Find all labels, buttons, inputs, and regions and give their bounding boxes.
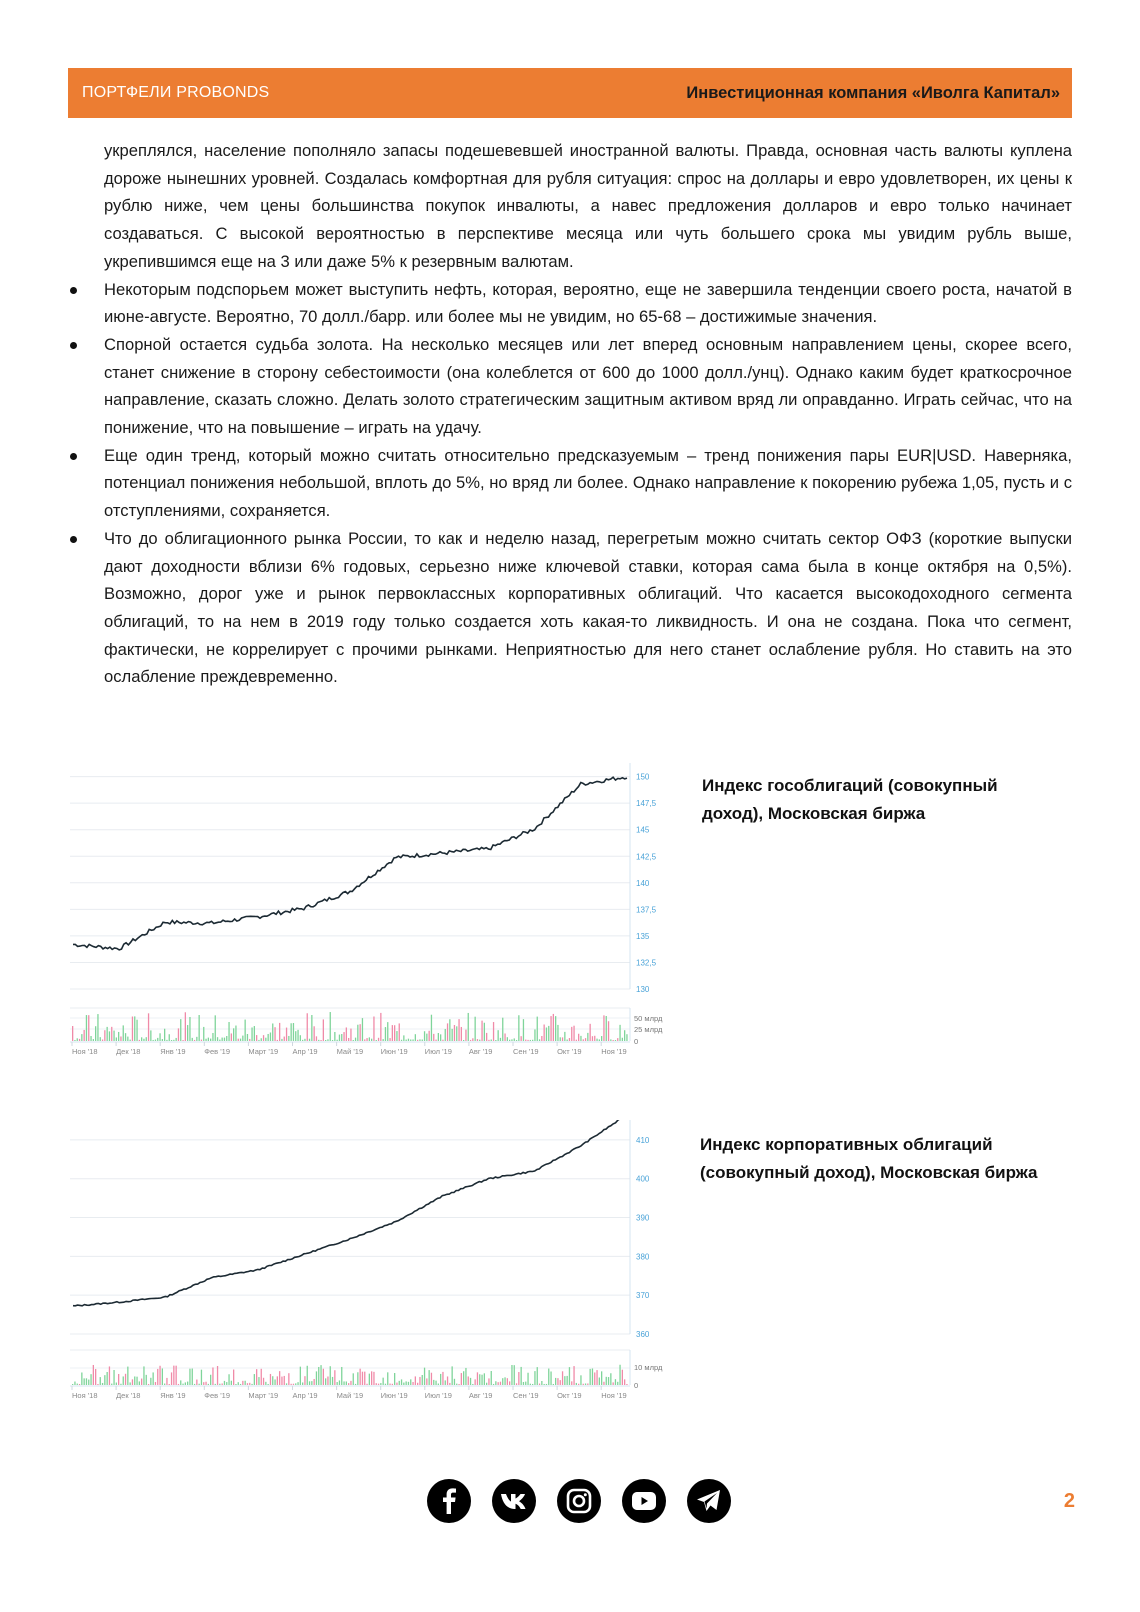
svg-text:Янв '19: Янв '19	[160, 1391, 186, 1400]
svg-text:Июн '19: Июн '19	[380, 1391, 408, 1400]
bullet-dot-icon	[70, 536, 77, 543]
facebook-icon[interactable]	[427, 1479, 471, 1523]
svg-text:Авг '19: Авг '19	[468, 1047, 493, 1056]
svg-text:130: 130	[636, 985, 650, 994]
bullet-item: Некоторым подспорьем может выступить нефть, которая, вероятно, еще не завершила тенденции своего роста, начатой в июне-августе. Вероятно, 70 долл./барр. или более мы не увидим, но 65-68 – достижимые значения.	[68, 276, 1072, 331]
svg-text:Май '19: Май '19	[336, 1047, 364, 1056]
telegram-icon[interactable]	[687, 1479, 731, 1523]
bullet-item: Еще один тренд, который можно считать относительно предсказуемым – тренд понижения пары EUR|USD. Наверняка, потенциал понижения небольшой, вплоть до 5%, но вряд ли более. Однако направление к покорению рубежа 1,05, пусть и с отступлениями, сохраняется.	[68, 442, 1072, 525]
svg-text:135: 135	[636, 931, 650, 941]
svg-text:Авг '19: Авг '19	[468, 1391, 493, 1400]
bullet-dot-icon	[70, 287, 77, 294]
svg-text:410: 410	[636, 1135, 650, 1145]
svg-text:Янв '19: Янв '19	[160, 1047, 186, 1056]
svg-text:Июл '19: Июл '19	[424, 1047, 452, 1056]
svg-text:0: 0	[634, 1381, 639, 1390]
svg-text:140: 140	[636, 878, 650, 888]
bullet-dot-icon	[70, 453, 77, 460]
svg-text:Март '19: Март '19	[248, 1391, 279, 1400]
social-links	[427, 1479, 731, 1523]
header-company-name: Инвестиционная компания «Иволга Капитал»	[686, 83, 1060, 102]
svg-text:Март '19: Март '19	[248, 1047, 279, 1056]
svg-text:132,5: 132,5	[636, 958, 657, 968]
svg-text:Ноя '19: Ноя '19	[601, 1047, 627, 1056]
svg-text:Дек '18: Дек '18	[116, 1047, 141, 1056]
svg-text:25 млрд: 25 млрд	[634, 1025, 663, 1034]
svg-text:Фев '19: Фев '19	[204, 1047, 231, 1056]
svg-text:Окт '19: Окт '19	[557, 1047, 582, 1056]
youtube-icon[interactable]	[622, 1479, 666, 1523]
vk-icon[interactable]	[492, 1479, 536, 1523]
instagram-icon[interactable]	[557, 1479, 601, 1523]
header-section-title: ПОРТФЕЛИ PROBONDS	[82, 84, 270, 101]
svg-text:Апр '19: Апр '19	[292, 1391, 318, 1400]
svg-text:Май '19: Май '19	[336, 1391, 364, 1400]
svg-text:370: 370	[636, 1291, 650, 1301]
svg-text:Ноя '18: Ноя '18	[72, 1391, 98, 1400]
svg-text:360: 360	[636, 1330, 650, 1339]
svg-text:390: 390	[636, 1213, 650, 1223]
corpbond-chart-caption: Индекс корпоративных облигаций (совокупный доход), Московская биржа	[700, 1135, 1038, 1182]
svg-text:400: 400	[636, 1174, 650, 1184]
svg-text:50 млрд: 50 млрд	[634, 1014, 663, 1023]
svg-text:147,5: 147,5	[636, 799, 657, 809]
svg-text:Ноя '19: Ноя '19	[601, 1391, 627, 1400]
svg-text:Ноя '18: Ноя '18	[72, 1047, 98, 1056]
svg-text:Июн '19: Июн '19	[380, 1047, 408, 1056]
corpbond-index-chart	[70, 1120, 690, 1450]
govbond-chart-caption: Индекс гособлигаций (совокупный доход), Московская биржа	[702, 776, 998, 823]
svg-text:380: 380	[636, 1252, 650, 1262]
svg-text:Сен '19: Сен '19	[513, 1047, 539, 1056]
govbond-index-chart	[70, 763, 690, 1088]
svg-text:10 млрд: 10 млрд	[634, 1363, 663, 1372]
svg-text:142,5: 142,5	[636, 852, 657, 862]
intro-paragraph: укреплялся, население пополняло запасы подешевевшей иностранной валюты. Правда, основная часть валюты куплена дороже нынешних уровней. Создалась комфортная для рубля ситуация: спрос на доллары и евро удовлетворен, их цены к рублю ниже, чем цены большинства покупок инвалюты, а навес предложения долларов и евро только начинает создаваться. С высокой вероятностью в перспективе месяца или чуть большего срока мы увидим рубль выше, укрепившимся еще на 3 или даже 5% к резервным валютам.	[104, 141, 1072, 271]
svg-text:Сен '19: Сен '19	[513, 1391, 539, 1400]
bullet-item: Спорной остается судьба золота. На несколько месяцев или лет вперед основным направлением цены, скорее всего, станет снижение в сторону себестоимости (она колеблется от 600 до 1000 долл./унц). Однако каким будет краткосрочное направление, сказать сложно. Делать золото стратегическим защитным активом вряд ли оправданно. Играть сейчас, что на понижение, что на повышение – играть на удачу.	[68, 331, 1072, 442]
bullet-dot-icon	[70, 342, 77, 349]
svg-text:150: 150	[636, 772, 650, 782]
svg-text:Дек '18: Дек '18	[116, 1391, 141, 1400]
page-header	[68, 68, 1072, 118]
svg-text:Июл '19: Июл '19	[424, 1391, 452, 1400]
bullet-item: Что до облигационного рынка России, то как и неделю назад, перегретым можно считать сектор ОФЗ (короткие выпуски дают доходности вблизи 6% годовых, серьезно ниже ключевой ставки, которая сама была в конце октября на 0,5%). Возможно, дорог уже и рынок первоклассных корпоративных облигаций. Что касается высокодоходного сегмента облигаций, то на нем в 2019 году только создается хоть какая-то ликвидность. И она не создана. Пока что сегмент, фактически, не коррелирует с прочими рынками. Неприятностью для него станет ослабление рубля. Но ставить на это ослабление преждевременно.	[68, 525, 1072, 691]
govbond-index-chart-svg	[70, 763, 690, 1088]
corpbond-index-chart-svg	[70, 1120, 690, 1450]
page-number: 2	[1063, 1490, 1075, 1512]
bullet-list	[68, 276, 1072, 692]
svg-text:145: 145	[636, 825, 650, 835]
svg-text:Фев '19: Фев '19	[204, 1391, 231, 1400]
svg-text:137,5: 137,5	[636, 905, 657, 915]
article-body	[68, 137, 1072, 691]
svg-text:0: 0	[634, 1037, 639, 1046]
svg-text:Окт '19: Окт '19	[557, 1391, 582, 1400]
svg-text:Апр '19: Апр '19	[292, 1047, 318, 1056]
